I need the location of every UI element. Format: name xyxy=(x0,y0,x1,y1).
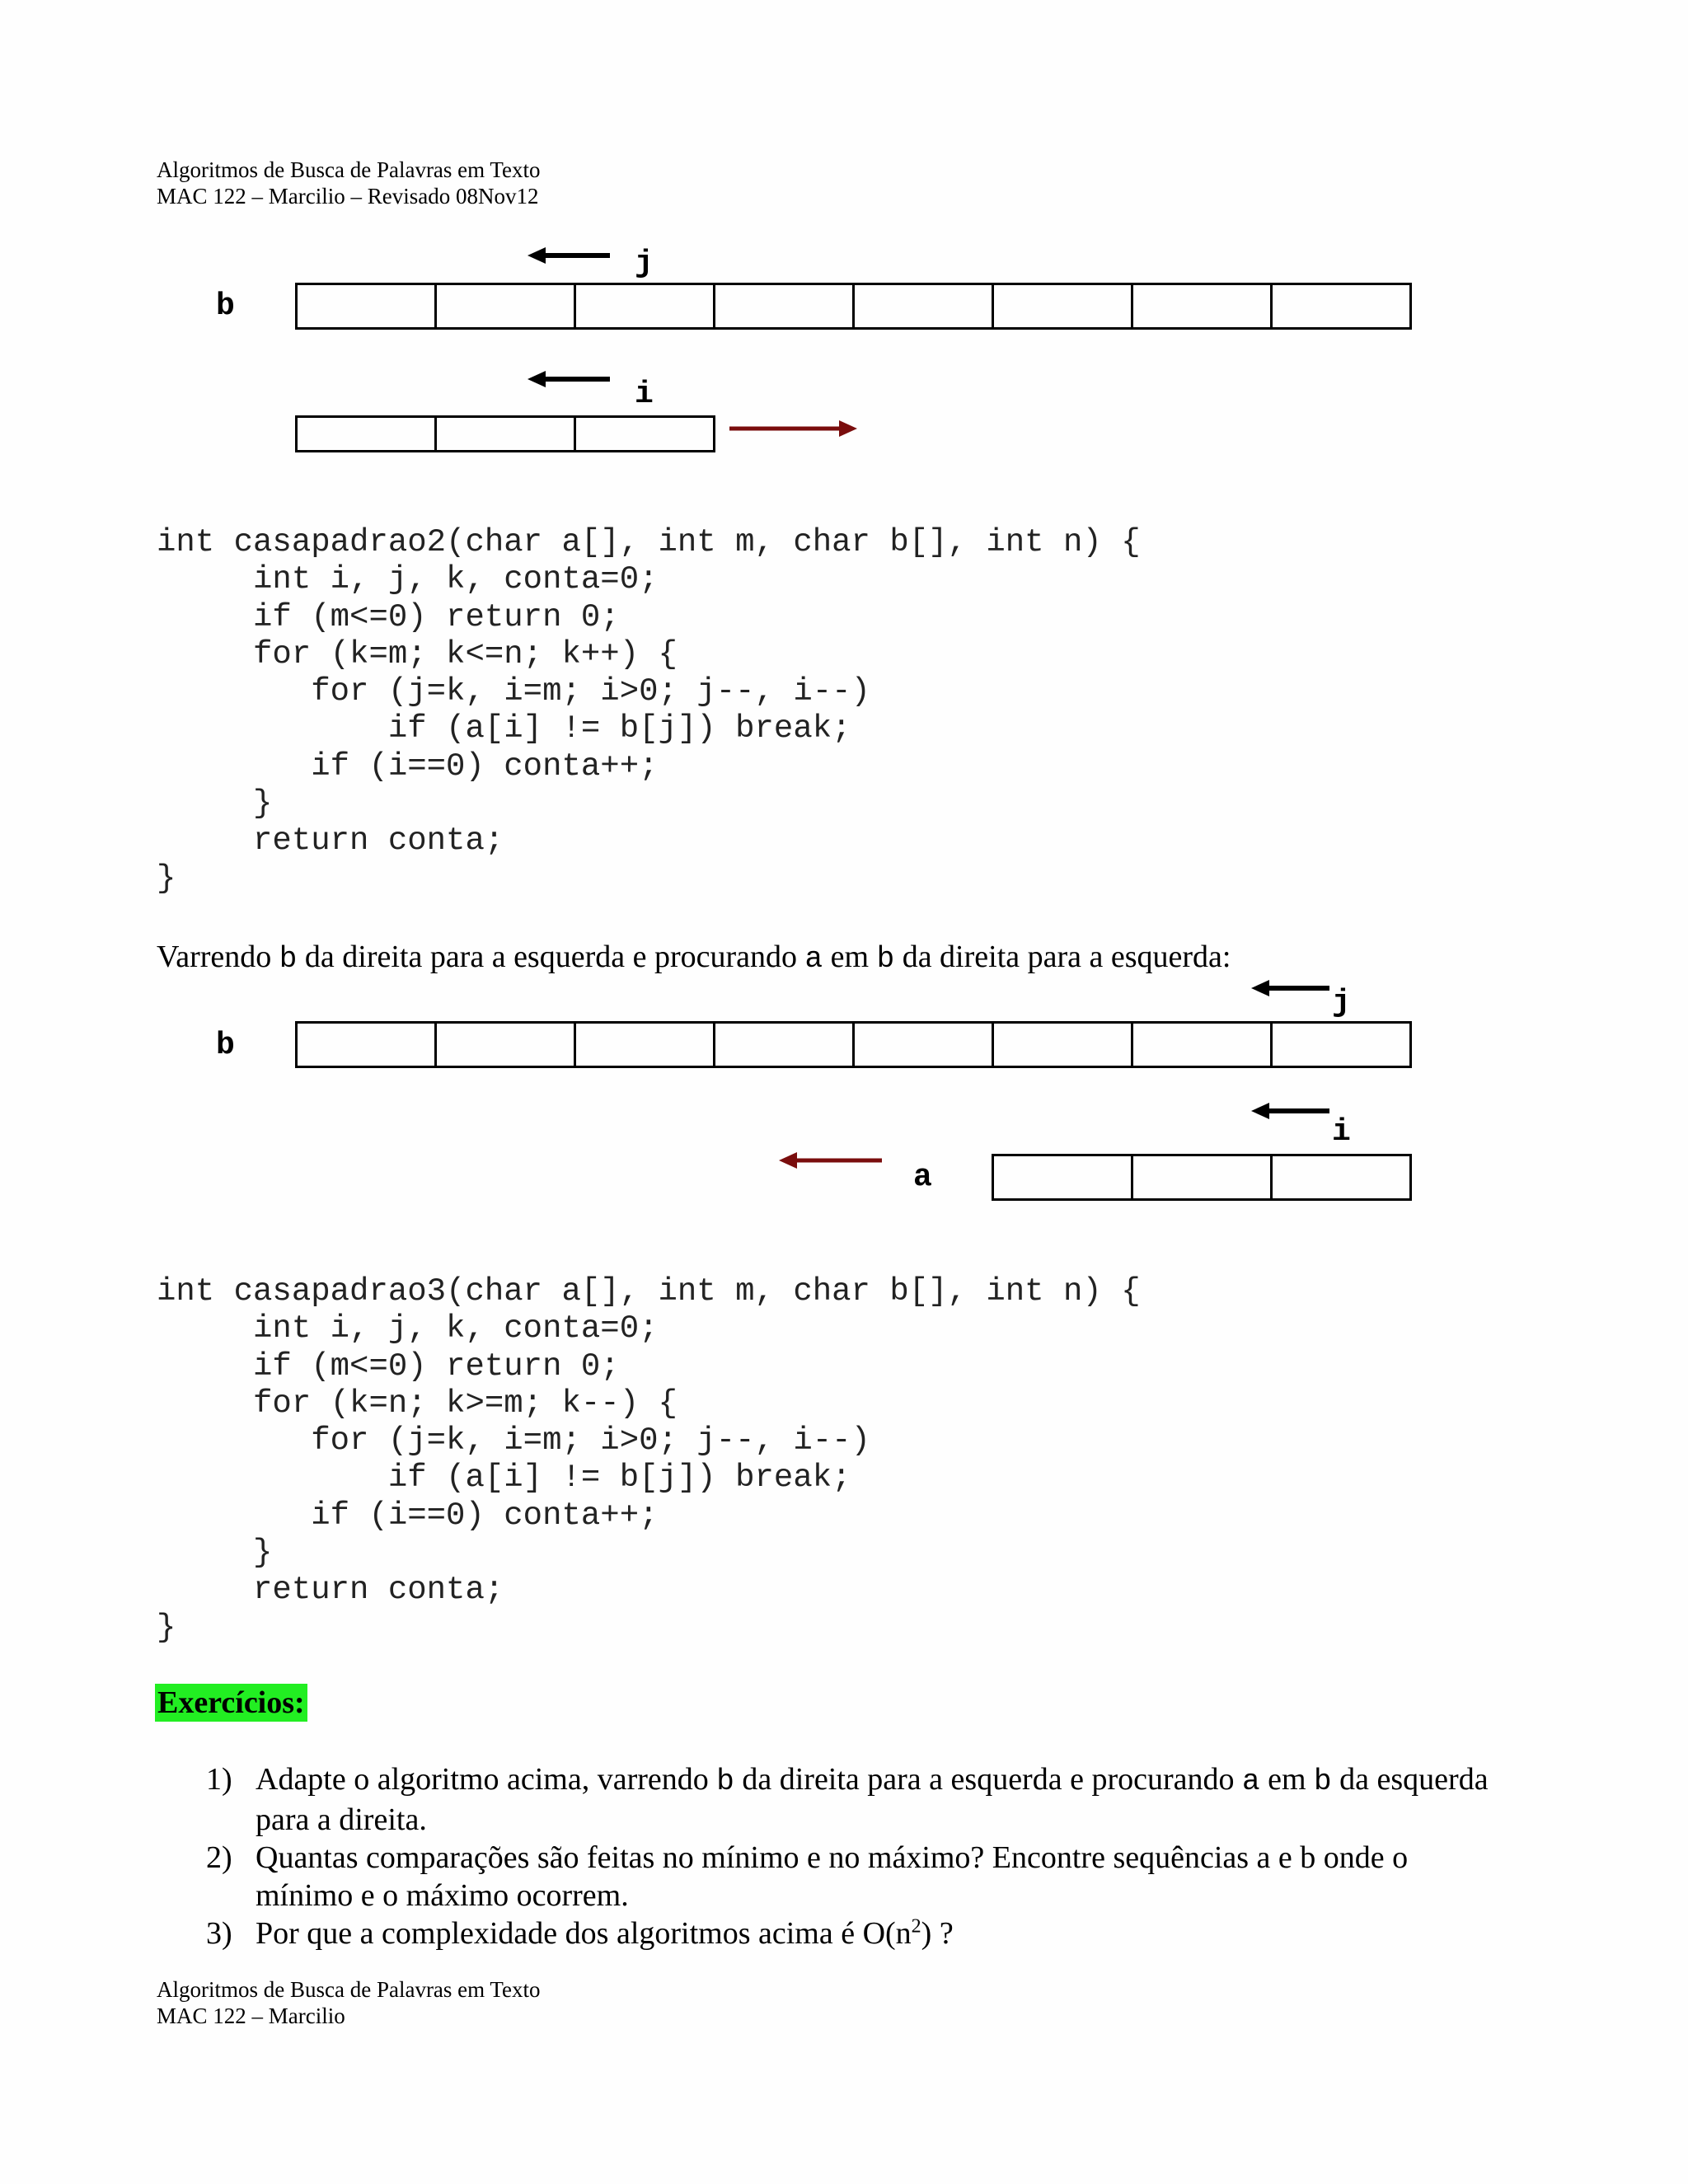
header-title: Algoritmos de Busca de Palavras em Texto xyxy=(157,157,541,182)
list-item xyxy=(157,1915,1508,1952)
item-var-b: b xyxy=(716,1765,734,1798)
array-cell xyxy=(1270,1021,1412,1068)
shift-left-arrow xyxy=(779,1151,882,1170)
item-var-b: b xyxy=(1314,1765,1332,1798)
array-a-label: a xyxy=(913,1160,932,1195)
item-text: ) ? xyxy=(921,1916,954,1951)
array-b-label: b xyxy=(216,288,235,324)
j-index-label: j xyxy=(635,246,654,281)
item-number: 3) xyxy=(206,1916,232,1951)
list-item xyxy=(157,1839,1508,1915)
prose-var-b: b xyxy=(876,942,895,976)
array-cell xyxy=(1270,283,1412,330)
array-cell xyxy=(713,283,855,330)
i-left-arrow xyxy=(1251,1101,1329,1121)
page-header xyxy=(157,157,541,209)
array-cell xyxy=(992,283,1133,330)
array-cell xyxy=(852,283,994,330)
item-text: da esquerda para a direita. xyxy=(256,1762,1489,1837)
item-text: da direita para a esquerda e procurando xyxy=(734,1762,1242,1797)
prose-text: da direita para a esquerda: xyxy=(894,940,1231,974)
array-cell xyxy=(1131,283,1273,330)
item-text: Por que a complexidade dos algoritmos acima é O(n xyxy=(256,1916,912,1951)
j-left-arrow xyxy=(1251,978,1329,998)
exercises-heading: Exercícios: xyxy=(155,1684,307,1722)
item-var-a: a xyxy=(1242,1765,1260,1798)
array-cell xyxy=(295,415,437,452)
array-cell xyxy=(1131,1154,1273,1201)
array-cell xyxy=(1131,1021,1273,1068)
item-number: 1) xyxy=(206,1762,232,1797)
footer-subtitle: MAC 122 – Marcilio xyxy=(157,2004,345,2028)
array-cell xyxy=(434,415,576,452)
array-cell xyxy=(992,1021,1133,1068)
array-cell xyxy=(713,1021,855,1068)
array-cell xyxy=(434,1021,576,1068)
array-cell xyxy=(574,415,715,452)
j-index-label: j xyxy=(1332,985,1351,1020)
array-cell xyxy=(295,283,437,330)
exercise-list xyxy=(157,1760,1508,1952)
item-number: 2) xyxy=(206,1840,232,1875)
list-item xyxy=(157,1760,1508,1839)
i-left-arrow xyxy=(528,369,610,389)
array-cell xyxy=(574,283,715,330)
array-cell xyxy=(574,1021,715,1068)
item-superscript: 2 xyxy=(911,1915,921,1938)
prose-text: em xyxy=(823,940,877,974)
array-cell xyxy=(852,1021,994,1068)
header-subtitle: MAC 122 – Marcilio – Revisado 08Nov12 xyxy=(157,184,539,209)
code-casapadrao2: int casapadrao2(char a[], int m, char b[], int n) { int i, j, k, conta=0; if (m<=0) return 0; for (k=m; k<=n; k++) { for (j=k, i=m; i>0; j--, i--) if (a[i] != b[j]) break; if (i==0) conta++; } return conta; } xyxy=(157,524,1141,897)
scan-description xyxy=(157,938,1231,978)
i-index-label: i xyxy=(1332,1114,1351,1150)
array-b-label: b xyxy=(216,1028,235,1063)
array-cell xyxy=(434,283,576,330)
j-left-arrow xyxy=(528,246,610,265)
prose-text: Varrendo xyxy=(157,940,279,974)
prose-var-a: a xyxy=(804,942,823,976)
item-text: Quantas comparações são feitas no mínimo e no máximo? Encontre sequências a e b onde o mínimo e o máximo ocorrem. xyxy=(256,1840,1409,1913)
code-casapadrao3: int casapadrao3(char a[], int m, char b[], int n) { int i, j, k, conta=0; if (m<=0) return 0; for (k=n; k>=m; k--) { for (j=k, i=m; i>0; j--, i--) if (a[i] != b[j]) break; if (i==0) conta++; } return conta; } xyxy=(157,1273,1141,1646)
prose-text: da direita para a esquerda e procurando xyxy=(297,940,805,974)
page-footer xyxy=(157,1976,541,2029)
item-text: em xyxy=(1259,1762,1315,1797)
shift-right-arrow xyxy=(729,419,857,438)
footer-title: Algoritmos de Busca de Palavras em Texto xyxy=(157,1977,541,2002)
array-cell xyxy=(992,1154,1133,1201)
i-index-label: i xyxy=(635,377,654,412)
array-cell xyxy=(1270,1154,1412,1201)
array-cell xyxy=(295,1021,437,1068)
prose-var-b: b xyxy=(279,942,298,976)
item-text: Adapte o algoritmo acima, varrendo xyxy=(256,1762,717,1797)
